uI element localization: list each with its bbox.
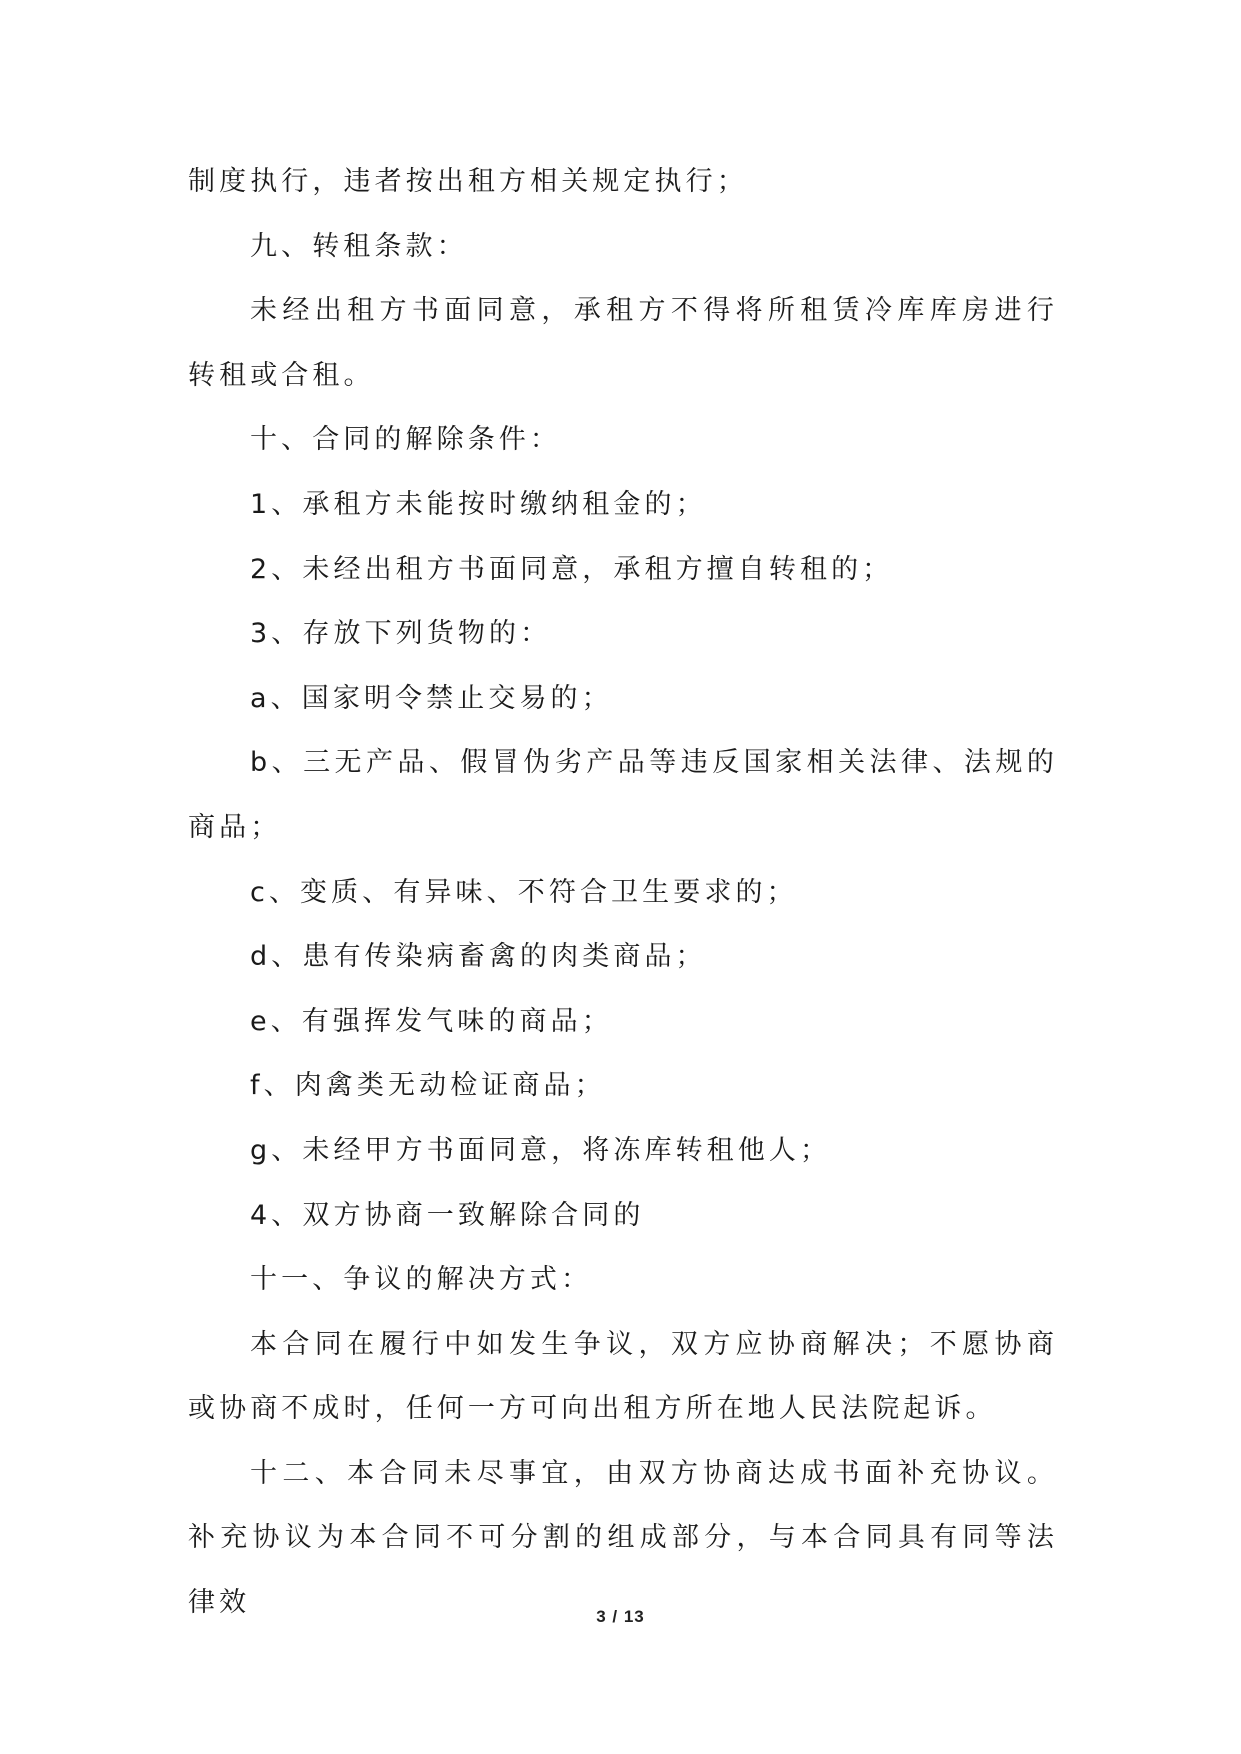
- list-item-goods-f: f、肉禽类无动检证商品；: [250, 1070, 606, 1102]
- list-item-goods-d: d、患有传染病畜禽的肉类商品；: [250, 941, 707, 973]
- list-item-termination-2: 2、未经出租方书面同意，承租方擅自转租的；: [250, 553, 894, 585]
- list-item-goods-b: b、三无产品、假冒伪劣产品等违反国家相关法律、法规的商品；: [188, 747, 1058, 843]
- paragraph-dispute-resolution: 本合同在履行中如发生争议，双方应协商解决；不愿协商或协商不成时，任何一方可向出租方所在地人民法院起诉。: [188, 1328, 1058, 1425]
- list-item-termination-1: 1、承租方未能按时缴纳租金的；: [250, 488, 707, 520]
- page-number: 3 / 13: [596, 1607, 645, 1626]
- list-item-goods-a: a、国家明令禁止交易的；: [250, 682, 613, 714]
- paragraph-supplementary-agreement: 十二、本合同未尽事宜，由双方协商达成书面补充协议。补充协议为本合同不可分割的组成部分，与本合同具有同等法律效: [188, 1457, 1058, 1619]
- heading-sublease-clause: 九、转租条款：: [250, 230, 468, 262]
- heading-dispute-resolution: 十一、争议的解决方式：: [250, 1264, 593, 1296]
- list-item-termination-3: 3、存放下列货物的：: [250, 618, 552, 650]
- document-body: [188, 150, 1058, 1636]
- list-item-goods-c: c、变质、有异味、不符合卫生要求的；: [250, 876, 798, 908]
- paragraph-sublease: 未经出租方书面同意，承租方不得将所租赁冷库库房进行转租或合租。: [188, 295, 1058, 391]
- paragraph-continuation: 制度执行，违者按出租方相关规定执行；: [188, 166, 748, 197]
- list-item-goods-g: g、未经甲方书面同意，将冻库转租他人；: [250, 1134, 832, 1166]
- list-item-termination-4: 4、双方协商一致解除合同的: [250, 1199, 645, 1231]
- heading-termination-conditions: 十、合同的解除条件：: [250, 424, 561, 456]
- list-item-goods-e: e、有强挥发气味的商品；: [250, 1005, 613, 1037]
